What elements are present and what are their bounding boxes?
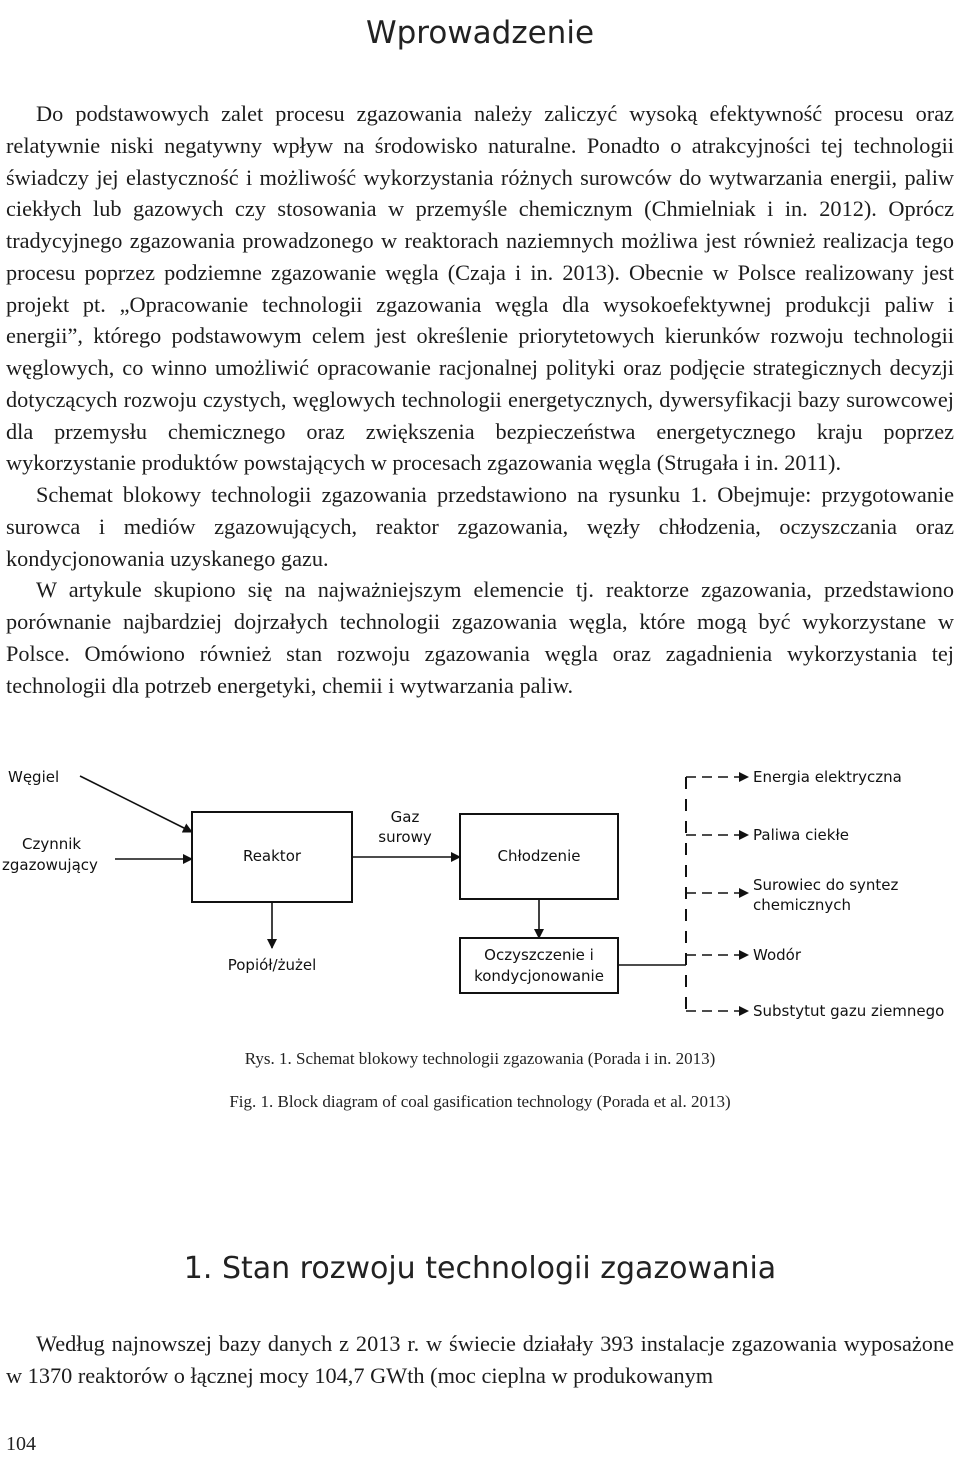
gasification-block-diagram — [0, 760, 960, 1040]
cleaning-label-line2: kondycjonowanie — [474, 967, 604, 985]
section-title: 1. Stan rozwoju technologii zgazowania — [183, 1250, 777, 1286]
coal-input-label: Węgiel — [8, 768, 60, 786]
output-label-electricity: Energia elektryczna — [753, 768, 902, 786]
output-label-chemical-feedstock-line2: chemicznych — [753, 896, 852, 914]
figure-caption-pl: Rys. 1. Schemat blokowy technologii zgazowania (Porada i in. 2013) — [244, 1049, 716, 1068]
raw-gas-label-line1: Gaz — [390, 808, 420, 826]
reactor-label: Reaktor — [242, 847, 302, 865]
output-label-sng: Substytut gazu ziemnego — [753, 1002, 945, 1020]
intro-section — [6, 98, 954, 701]
ash-label: Popiół/żużel — [227, 956, 317, 974]
cooling-label: Chłodzenie — [497, 847, 581, 865]
section1-body — [6, 1328, 954, 1392]
figure-caption-en: Fig. 1. Block diagram of coal gasification technology (Porada et al. 2013) — [229, 1092, 731, 1111]
gasifying-agent-label-line2: zgazowujący — [2, 856, 98, 874]
output-label-chemical-feedstock-line1: Surowiec do syntez — [753, 876, 899, 894]
coal-to-reactor-arrow — [80, 776, 192, 832]
output-label-hydrogen: Wodór — [753, 946, 801, 964]
page-number: 104 — [6, 1433, 36, 1455]
raw-gas-label-line2: surowy — [378, 828, 432, 846]
intro-paragraph-2: Schemat blokowy technologii zgazowania przedstawiono na rysunku 1. Obejmuje: przygotowanie surowca i mediów zgazowujących, reaktor zgazowania, węzły chłodzenia, oczyszczania oraz kondycjonowania uzyskanego gazu. — [6, 482, 954, 571]
section1-paragraph: Według najnowszej bazy danych z 2013 r. w świecie działały 393 instalacje zgazowania wyposażone w 1370 reaktorów o łącznej mocy 104,7 GWth (moc cieplna w produkowanym — [6, 1331, 954, 1388]
cleaning-label-line1: Oczyszczenie i — [484, 946, 594, 964]
intro-paragraph-3: W artykule skupiono się na najważniejszym elemencie tj. reaktorze zgazowania, przedstawiono porównanie najbardziej dojrzałych technologii zgazowania węgla, które mogą być wykorzystane w Polsce. Omówiono również stan rozwoju zgazowania węgla oraz zagadnienia wykorzystania tej technologii dla potrzeb energetyki, chemii i wytwarzania paliw. — [6, 577, 954, 698]
output-label-liquid-fuels: Paliwa ciekłe — [753, 826, 849, 844]
page-title: Wprowadzenie — [365, 14, 595, 51]
gasifying-agent-label-line1: Czynnik — [22, 835, 82, 853]
intro-paragraph-1: Do podstawowych zalet procesu zgazowania należy zaliczyć wysoką efektywność procesu oraz relatywnie niski negatywny wpływ na środowisko naturalne. Ponadto o atrakcyjności tej technologii świadczy jej elastyczność i możliwość wykorzystania różnych surowców do wytwarzania energii, paliw ciekłych lub gazowych czy stosowania w przemyśle chemicznym (Chmielniak i in. 2012). Oprócz tradycyjnego zgazowania prowadzonego w reaktorach naziemnych możliwa jest również realizacja tego procesu poprzez podziemne zgazowanie węgla (Czaja i in. 2013). Obecnie w Polsce realizowany jest projekt pt. „Opracowanie technologii zgazowania węgla dla wysokoefektywnej produkcji paliw i energii”, którego podstawowym celem jest określenie priorytetowych kierunków rozwoju technologii węglowych, co winno umożliwić opracowanie racjonalnej polityki oraz podjęcie strategicznych decyzji dotyczących rozwoju czystych, węglowych technologii energetycznych, dywersyfikacji bazy surowcowej dla przemysłu chemicznego oraz zwiększenia bezpieczeństwa energetycznego kraju poprzez wykorzystanie produktów powstających w procesach zgazowania węgla (Strugała i in. 2011). — [6, 101, 954, 476]
